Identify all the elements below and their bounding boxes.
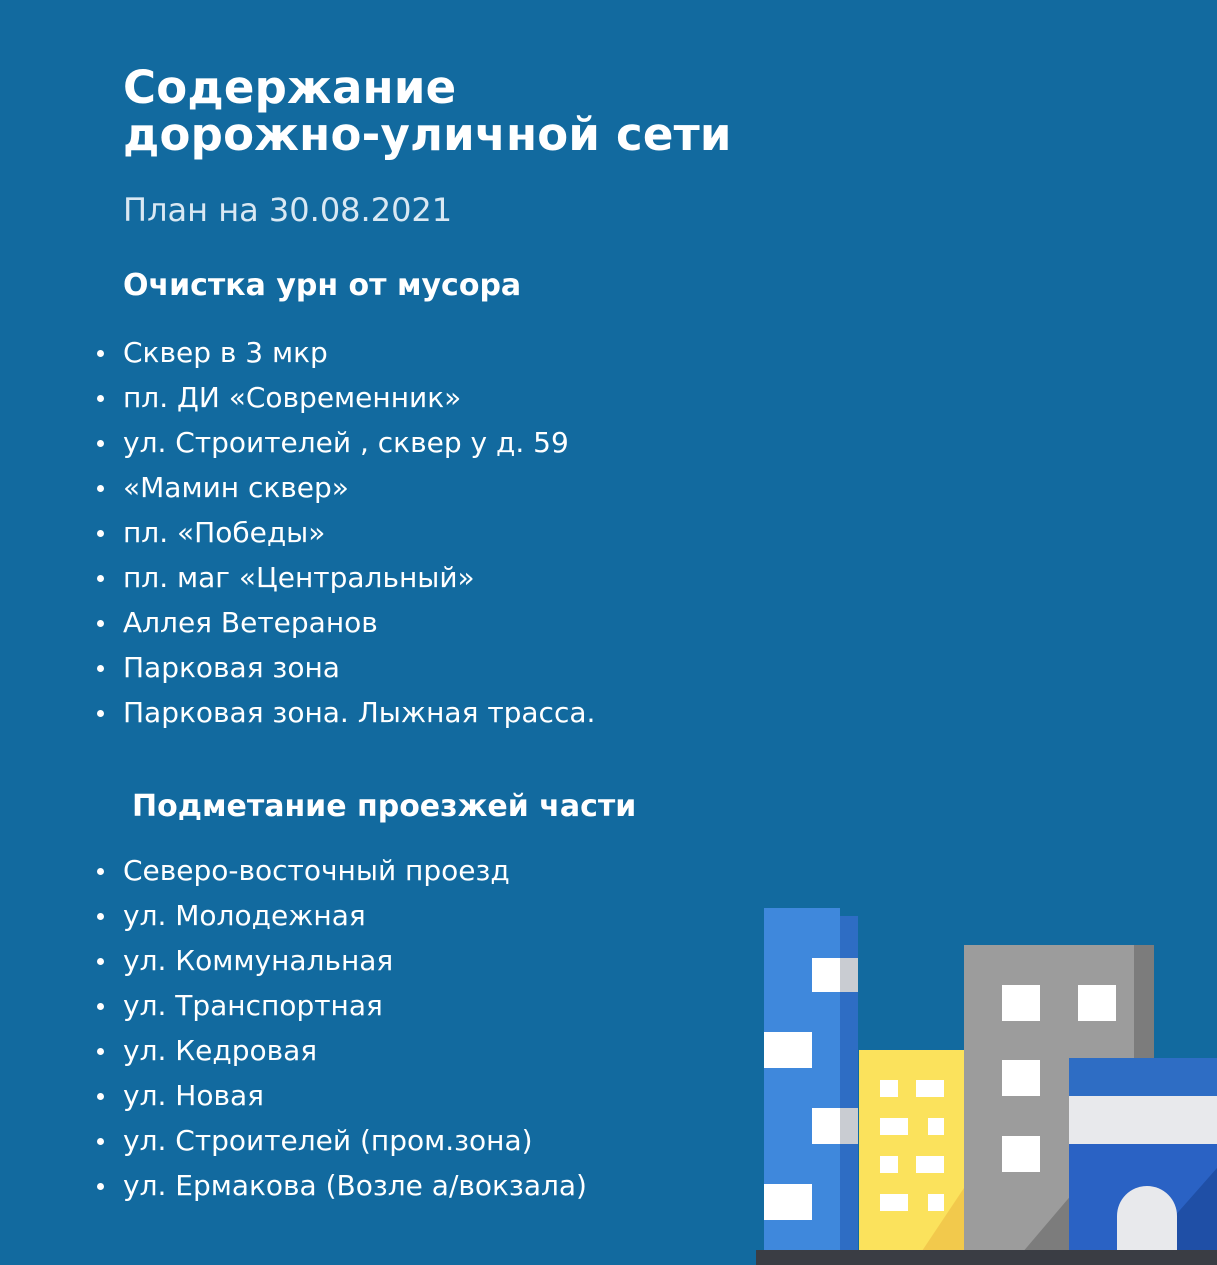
blue-front-building	[1069, 1058, 1217, 1260]
list-item: пл. ДИ «Современник»	[90, 375, 595, 420]
section-heading-street-sweeping: Подметание проезжей части	[132, 789, 637, 824]
list-item: ул. Молодежная	[90, 893, 587, 938]
list-item: пл. маг «Центральный»	[90, 555, 595, 600]
list-item: «Мамин сквер»	[90, 465, 595, 510]
title-line-1: Содержание	[123, 61, 457, 114]
list-item: Сквер в 3 мкр	[90, 330, 595, 375]
street-sweeping-list	[90, 848, 587, 1208]
blue-tower	[764, 908, 858, 1260]
list-item: ул. Строителей , сквер у д. 59	[90, 420, 595, 465]
list-item: ул. Ермакова (Возле а/вокзала)	[90, 1163, 587, 1208]
ground-strip	[756, 1250, 1217, 1265]
list-item: ул. Кедровая	[90, 1028, 587, 1073]
list-item: ул. Новая	[90, 1073, 587, 1118]
list-item: Северо-восточный проезд	[90, 848, 587, 893]
list-item: Парковая зона. Лыжная трасса.	[90, 690, 595, 735]
list-item: ул. Транспортная	[90, 983, 587, 1028]
list-item: Парковая зона	[90, 645, 595, 690]
list-item: ул. Строителей (пром.зона)	[90, 1118, 587, 1163]
title-line-2: дорожно-уличной сети	[123, 108, 732, 161]
city-buildings-illustration	[756, 908, 1217, 1265]
page-subtitle: План на 30.08.2021	[123, 191, 453, 229]
bin-cleaning-list	[90, 330, 595, 735]
page-title	[123, 61, 732, 161]
section-heading-bin-cleaning: Очистка урн от мусора	[123, 268, 522, 303]
list-item: Аллея Ветеранов	[90, 600, 595, 645]
list-item: ул. Коммунальная	[90, 938, 587, 983]
list-item: пл. «Победы»	[90, 510, 595, 555]
yellow-building	[859, 1050, 964, 1260]
